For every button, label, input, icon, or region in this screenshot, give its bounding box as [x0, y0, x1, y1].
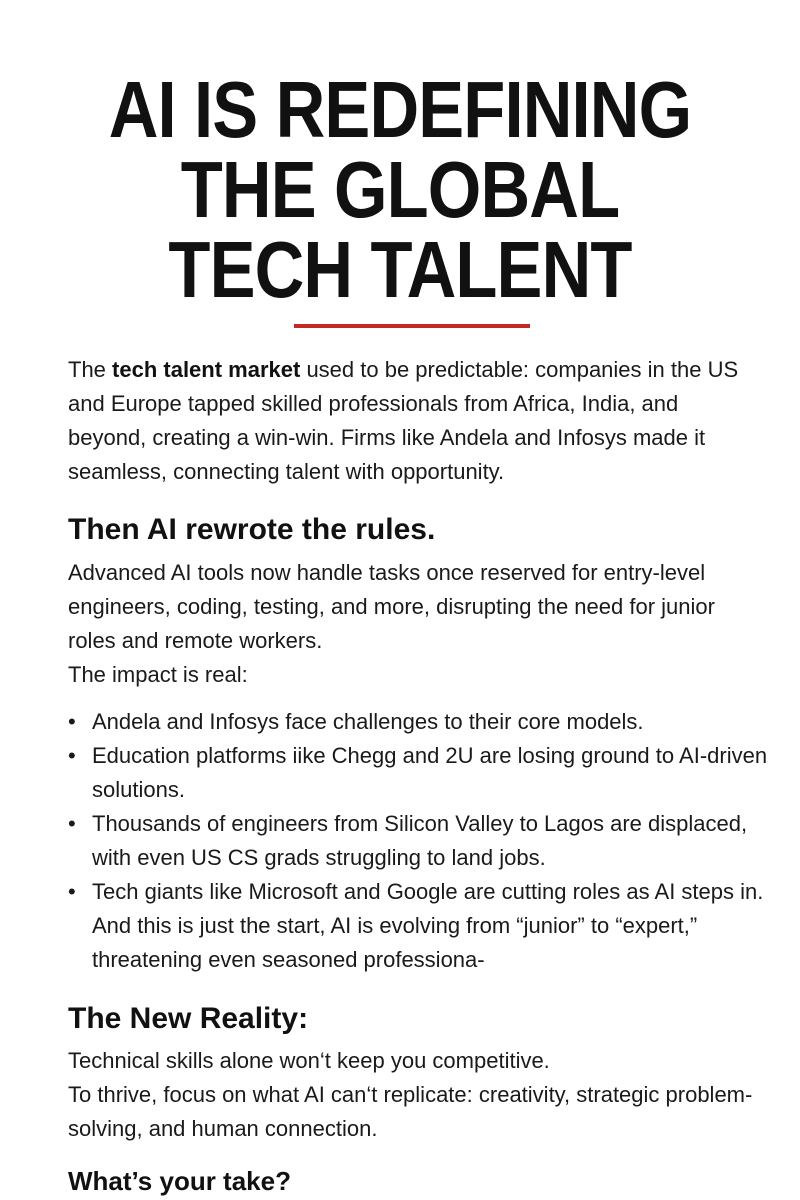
ai-tools-text: Advanced AI tools now handle tasks once reserved for entry-level engineers, coding, testing, and more, disrupting the need for junior roles and remote workers. — [68, 560, 715, 653]
list-item: • Thousands of engineers from Silicon Valley to Lagos are displaced, with even US CS grads struggling to land jobs. — [68, 807, 780, 875]
new-reality-line-2: To thrive, focus on what AI can‘t replicate: creativity, strategic problem-solving, and human connection. — [68, 1082, 753, 1141]
intro-bold-term: tech talent market — [112, 357, 301, 382]
headline-line-3: TECH TALENT — [168, 225, 632, 314]
closing-question: What’s your take? — [68, 1166, 291, 1196]
list-item: • Education platforms iike Chegg and 2U are losing ground to AI-driven solutions. — [68, 739, 780, 807]
intro-prefix: The — [68, 357, 113, 382]
headline-divider — [294, 324, 530, 328]
list-item: • Andela and Infosys face challenges to their core models. — [68, 705, 780, 739]
impact-text: The impact is real: — [68, 662, 248, 687]
list-item: • Tech giants like Microsoft and Google are cutting roles as AI steps in. And this is just the start, AI is evolving from “junior” to “expert,” threatening even seasoned professiona- — [68, 875, 780, 977]
headline-line-1: AI IS REDEFINING — [108, 65, 692, 154]
headline — [0, 65, 800, 314]
impact-list — [68, 705, 780, 977]
new-reality-line-1: Technical skills alone won‘t keep you competitive. — [68, 1048, 550, 1073]
new-reality-paragraph — [68, 1044, 760, 1146]
headline-line-2: THE GLOBAL — [180, 145, 620, 234]
section-heading-new-reality: The New Reality: — [68, 1002, 309, 1035]
section-heading-rules: Then AI rewrote the rules. — [68, 513, 436, 546]
intro-rest: used to be predictable: companies in the US and Europe tapped skilled professionals from Africa, India, and beyond, creating a win-win. Firms like Andela and Infosys made it seamless, connecting talent with opportunity. — [68, 357, 739, 484]
intro-paragraph — [68, 353, 760, 489]
ai-tools-paragraph — [68, 556, 760, 692]
